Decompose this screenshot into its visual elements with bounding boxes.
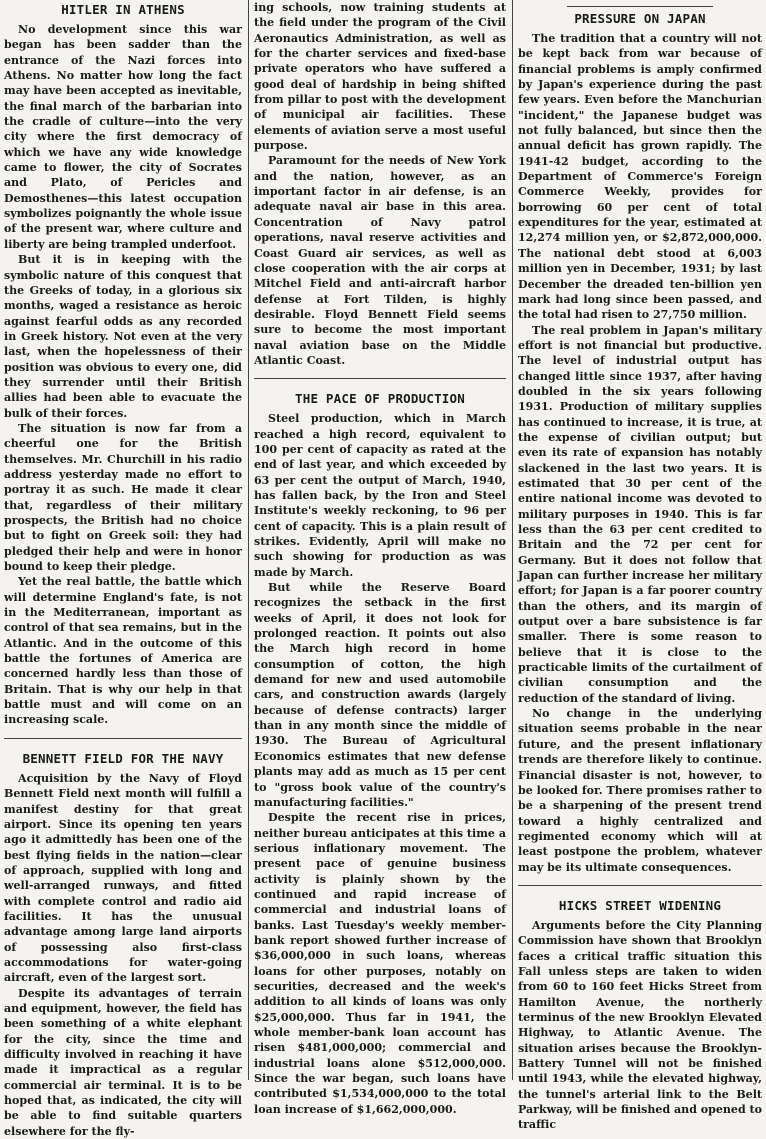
paragraph: The tradition that a country will not be kept back from war because of financial problems is amply confirmed by Japan's experience during the past few years. Even before the Manchurian "incident," the Japanese budget was not fully balanced, but since then the annual deficit has grown rapidly. The 1941-42 budget, according to the Department of Commerce's Foreign Commerce Weekly, provides for borrowing 60 per cent of total expenditures for the year, estimated at 12,274 million yen, or $2,872,000,000. The national debt stood at 6,003 million yen in December, 1931; by last December the dreaded ten-billion yen mark had long since been passed, and the total had risen to 27,750 million.: [518, 32, 762, 322]
paragraph: Paramount for the needs of New York and the nation, however, as an important factor in air defense, is an adequate naval air base in this area. Concentration of Navy patrol operations, naval reserve activities and Coast Guard air services, as well as close cooperation with the air corps at Mitchel Field and anti-aircraft harbor defense at Fort Tilden, is highly desirable. Floyd Bennett Field seems sure to become the most important naval aviation base on the Middle Atlantic Coast.: [254, 154, 506, 367]
article-bennett-field-continued: [254, 0, 506, 368]
column-1: [0, 0, 246, 1138]
paragraph: Acquisition by the Navy of Floyd Bennett Field next month will fulfill a manifest destiny for that great airport. Since its opening ten years ago it admittedly has been one of the best flying fields in the nation—clear of approach, supplied with long and well-arranged runways, and fitted with complete control and radio aid facilities. It has the unusual advantage among large land airports of possessing also first-class accommodations for water-going aircraft, even of the largest sort.: [4, 771, 242, 985]
headline: THE PACE OF PRODUCTION: [295, 391, 465, 407]
article-hicks-street: [518, 898, 762, 1133]
paragraph: The situation is now far from a cheerful one for the British themselves. Mr. Churchill in his radio address yesterday made no effort to portray it as such. He made it clear that, regardless of their military prospects, the British had no choice but to fight on Greek soil: they had pledged their help and were in honor bound to keep their pledge.: [4, 421, 242, 574]
paragraph: No development since this war began has been sadder than the entrance of the Nazi forces into Athens. No matter how long the fact may have been accepted as inevitable, the final march of the barbarian into the cradle of culture—into the very city where the first democracy of which we have any wide knowledge came to flower, the city of Socrates and Plato, of Pericles and Demosthenes—this latest occupation symbolizes poignantly the whole issue of the present war, where culture and liberty are being trampled underfoot.: [4, 23, 242, 251]
paragraph: ing schools, now training students at the field under the program of the Civil Aeronautics Administration, as well as for the charter services and fixed-base private operators who have suffered a good deal of hardship in being shifted from pillar to post with the development of municipal air facilities. These elements of aviation serve a most useful purpose.: [254, 1, 506, 153]
article-bennett-field: [4, 751, 242, 1139]
article-divider: [254, 378, 506, 379]
article-hitler-in-athens: [4, 2, 242, 728]
headline: PRESSURE ON JAPAN: [574, 11, 706, 26]
column-3: [514, 0, 766, 1132]
article-divider: [518, 885, 762, 886]
paragraph: The real problem in Japan's military effort is not financial but productive. The level of industrial output has changed little since 1937, after having doubled in the six years following 1931. Production of military supplies has continued to increase, it is true, at the expense of civilian output; but even its rate of expansion has notably slackened in the last two years. It is estimated that 30 per cent of the entire national income was devoted to military purposes in 1940. This is far less than the 63 per cent credited to Britain and the 72 per cent for Germany. But it does not follow that Japan can further increase her military effort; for Japan is a far poorer country than the others, and its margin of output over a bare subsistence is far smaller. There is some reason to believe that it is close to the practicable limits of the curtailment of civilian consumption and the reduction of the standard of living.: [518, 323, 762, 705]
column-rule: [248, 0, 249, 1080]
paragraph: Steel production, which in March reached a high record, equivalent to 100 per cent of capacity as rated at the end of last year, and which exceeded by 63 per cent the output of March, 1940, has fallen back, by the Iron and Steel Institute's weekly reckoning, to 96 per cent of capacity. This is a plain result of strikes. Evidently, April will make no such showing for production as was made by March.: [254, 412, 506, 579]
article-divider: [4, 738, 242, 739]
article-pace-of-production: [254, 391, 506, 1117]
headline: HITLER IN ATHENS: [61, 2, 185, 17]
article-pressure-on-japan: [518, 11, 762, 875]
paragraph: But while the Reserve Board recognizes the setback in the first weeks of April, it does not look for prolonged reaction. It points out also the March high record in home consumption of cotton, the high demand for new and used automobile cars, and construction awards (largely because of defense contracts) larger than in any month since the middle of 1930. The Bureau of Agricultural Economics estimates that new defense plants may add as much as 15 per cent to "gross book value of the country's manufacturing facilities.": [254, 581, 506, 809]
paragraph: Yet the real battle, the battle which will determine England's fate, is not in the Mediterranean, important as control of that sea remains, but in the Atlantic. And in the outcome of this battle the fortunes of America are concerned hardly less than those of Britain. That is why our help in that battle must and will come on an increasing scale.: [4, 575, 242, 727]
paragraph: Arguments before the City Planning Commission have shown that Brooklyn faces a critical traffic situation this Fall unless steps are taken to widen from 60 to 160 feet Hicks Street from Hamilton Avenue, the northerly terminus of the new Brooklyn Elevated Highway, to Atlantic Avenue. The situation arises because the Brooklyn-Battery Tunnel will not be finished until 1943, while the elevated highway, the tunnel's arterial link to the Belt Parkway, will be finished and opened to traffic: [518, 918, 762, 1132]
paragraph: Despite the recent rise in prices, neither bureau anticipates at this time a serious inflationary movement. The present pace of genuine business activity is plainly shown by the continued and rapid increase of commercial and industrial loans of banks. Last Tuesday's weekly member-bank report showed further increase of $36,000,000 in such loans, whereas loans for other purposes, notably on securities, decreased and the week's addition to all kinds of loans was only $25,000,000. Thus far in 1941, the whole member-bank loan account has risen $481,000,000; commercial and industrial loans alone $512,000,000. Since the war began, such loans have contributed $1,534,000,000 to the total loan increase of $1,662,000,000.: [254, 811, 506, 1116]
paragraph: Despite its advantages of terrain and equipment, however, the field has been something of a white elephant for the city, since the time and difficulty involved in reaching it have made it impractical as a regular commercial air terminal. It is to be hoped that, as indicated, the city will be able to find suitable quarters elsewhere for the fly-: [4, 986, 242, 1138]
column-2: [250, 0, 510, 1116]
column-rule: [512, 0, 513, 1080]
top-divider: [567, 6, 713, 7]
paragraph: No change in the underlying situation seems probable in the near future, and the present inflationary trends are therefore likely to continue. Financial disaster is not, however, to be looked for. There promises rather to be a sharpening of the present trend toward a highly centralized and regimented economy which will at least postpone the problem, whatever may be its ultimate consequences.: [518, 707, 762, 874]
headline: HICKS STREET WIDENING: [558, 897, 722, 913]
paragraph: But it is in keeping with the symbolic nature of this conquest that the Greeks of today, in a glorious six months, waged a resistance as heroic against fearful odds as any recorded in Greek history. Not even at the very last, when the hopelessness of their position was obvious to every one, did they surrender until their British allies had been able to evacuate the bulk of their forces.: [4, 253, 242, 420]
headline: BENNETT FIELD FOR THE NAVY: [22, 750, 224, 766]
